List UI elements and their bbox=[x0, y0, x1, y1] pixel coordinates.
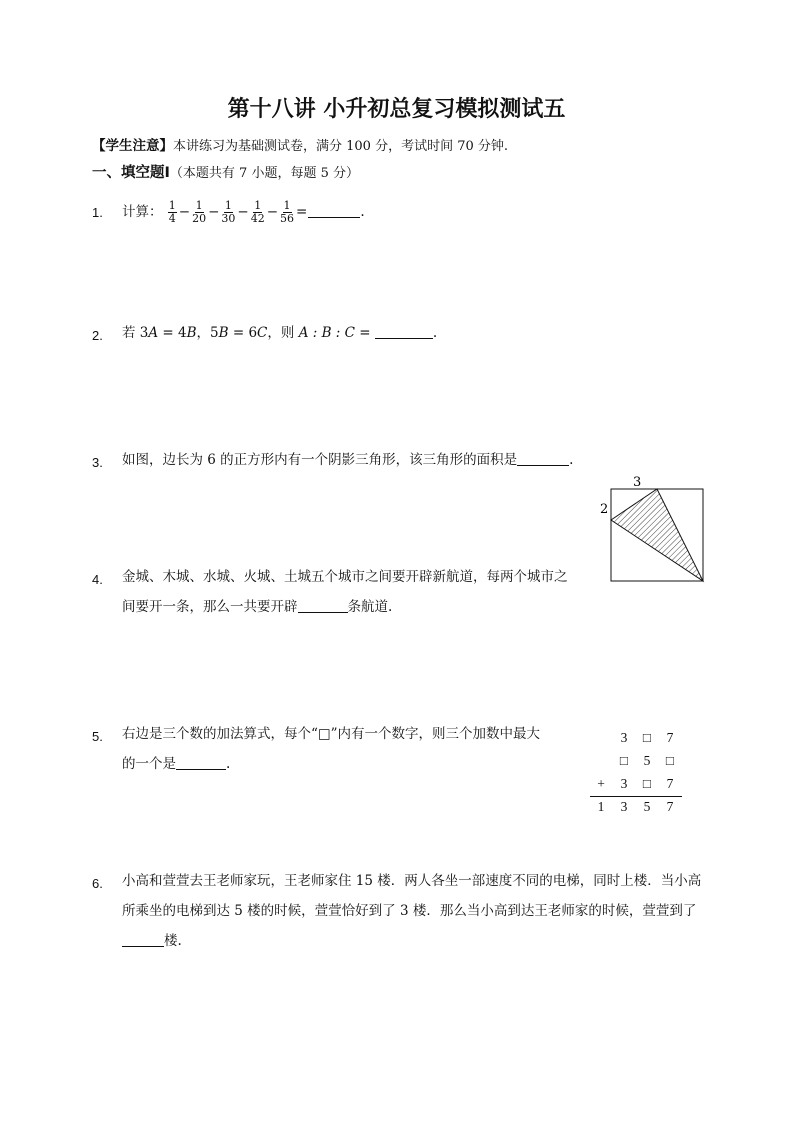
fraction-2: $\frac{1}{20}$ bbox=[192, 199, 207, 225]
question-2 bbox=[92, 325, 103, 344]
fraction-1: $\frac{1}{4}$ bbox=[168, 199, 176, 225]
fraction-4: $\frac{1}{42}$ bbox=[250, 199, 265, 225]
section-heading bbox=[92, 161, 359, 182]
question-number: 2. bbox=[92, 328, 103, 343]
question-number: 1. bbox=[92, 205, 103, 220]
question-number: 4. bbox=[92, 572, 103, 587]
answer-blank[interactable] bbox=[298, 598, 348, 613]
ratio-expression: A : B : C bbox=[298, 325, 355, 341]
question-1-prefix: 计算： bbox=[122, 204, 163, 220]
question-3-body: 如图，边长为 6 的正方形内有一个阴影三角形，该三角形的面积是 . bbox=[122, 452, 574, 468]
square-triangle-figure bbox=[596, 472, 708, 584]
question-4 bbox=[92, 569, 103, 588]
question-1-body: 计算： $\frac{1}{4}$ − $\frac{1}{20}$ − $\frac{1}{30}$ − $\frac{1}{42}$ − $\frac{1}{56}$ = . bbox=[122, 199, 365, 225]
figure-label-left: 2 bbox=[600, 502, 609, 517]
question-number: 5. bbox=[92, 729, 103, 744]
fraction-3: $\frac{1}{30}$ bbox=[221, 199, 236, 225]
answer-blank[interactable] bbox=[122, 932, 164, 947]
sum-line bbox=[590, 796, 682, 797]
equals-sign: = bbox=[296, 204, 308, 220]
answer-blank[interactable] bbox=[308, 203, 360, 218]
page-title: 第十八讲 小升初总复习模拟测试五 bbox=[227, 97, 566, 122]
answer-blank[interactable] bbox=[375, 324, 433, 339]
question-5 bbox=[92, 726, 103, 745]
question-4-body: 金城、木城、水城、火城、土城五个城市之间要开辟新航道，每两个城市之 间要开一条，那么一共要开辟 条航道. bbox=[122, 569, 568, 615]
shaded-triangle bbox=[611, 489, 703, 581]
question-2-body: 若 3A = 4B，5B = 6C，则 A : B : C = . bbox=[122, 325, 438, 341]
minus-sign: − bbox=[178, 204, 191, 220]
addition-puzzle: 3 □ 7 □ 5 □ + 3 □ 7 1 3 5 7 bbox=[590, 730, 686, 820]
section-label: 一、填空题Ⅰ bbox=[92, 165, 170, 181]
answer-blank[interactable] bbox=[517, 451, 569, 466]
minus-sign: − bbox=[237, 204, 249, 220]
section-note: （本题共有 7 小题，每题 5 分） bbox=[169, 166, 359, 181]
question-number: 6. bbox=[92, 876, 103, 891]
minus-sign: − bbox=[208, 204, 220, 220]
answer-blank[interactable] bbox=[176, 755, 226, 770]
fraction-5: $\frac{1}{56}$ bbox=[280, 199, 295, 225]
question-number: 3. bbox=[92, 455, 103, 470]
question-1 bbox=[92, 202, 103, 221]
notice-label: 【学生注意】 bbox=[92, 138, 173, 154]
question-5-body: 右边是三个数的加法算式，每个“□”内有一个数字，则三个加数中最大 的一个是 . bbox=[122, 726, 541, 772]
notice-text: 本讲练习为基础测试卷，满分 100 分，考试时间 70 分钟. bbox=[173, 139, 509, 154]
figure-label-top: 3 bbox=[633, 475, 642, 490]
question-3 bbox=[92, 452, 103, 471]
question-6 bbox=[92, 873, 103, 892]
student-notice bbox=[92, 134, 508, 154]
question-6-body: 小高和萱萱去王老师家玩，王老师家住 15 楼．两人各坐一部速度不同的电梯，同时上楼．当小高 所乘坐的电梯到达 5 楼的时候，萱萱恰好到了 3 楼．那么当小高到达王老师家的时候，萱萱到了 楼. bbox=[122, 873, 702, 949]
minus-sign: − bbox=[266, 204, 279, 220]
